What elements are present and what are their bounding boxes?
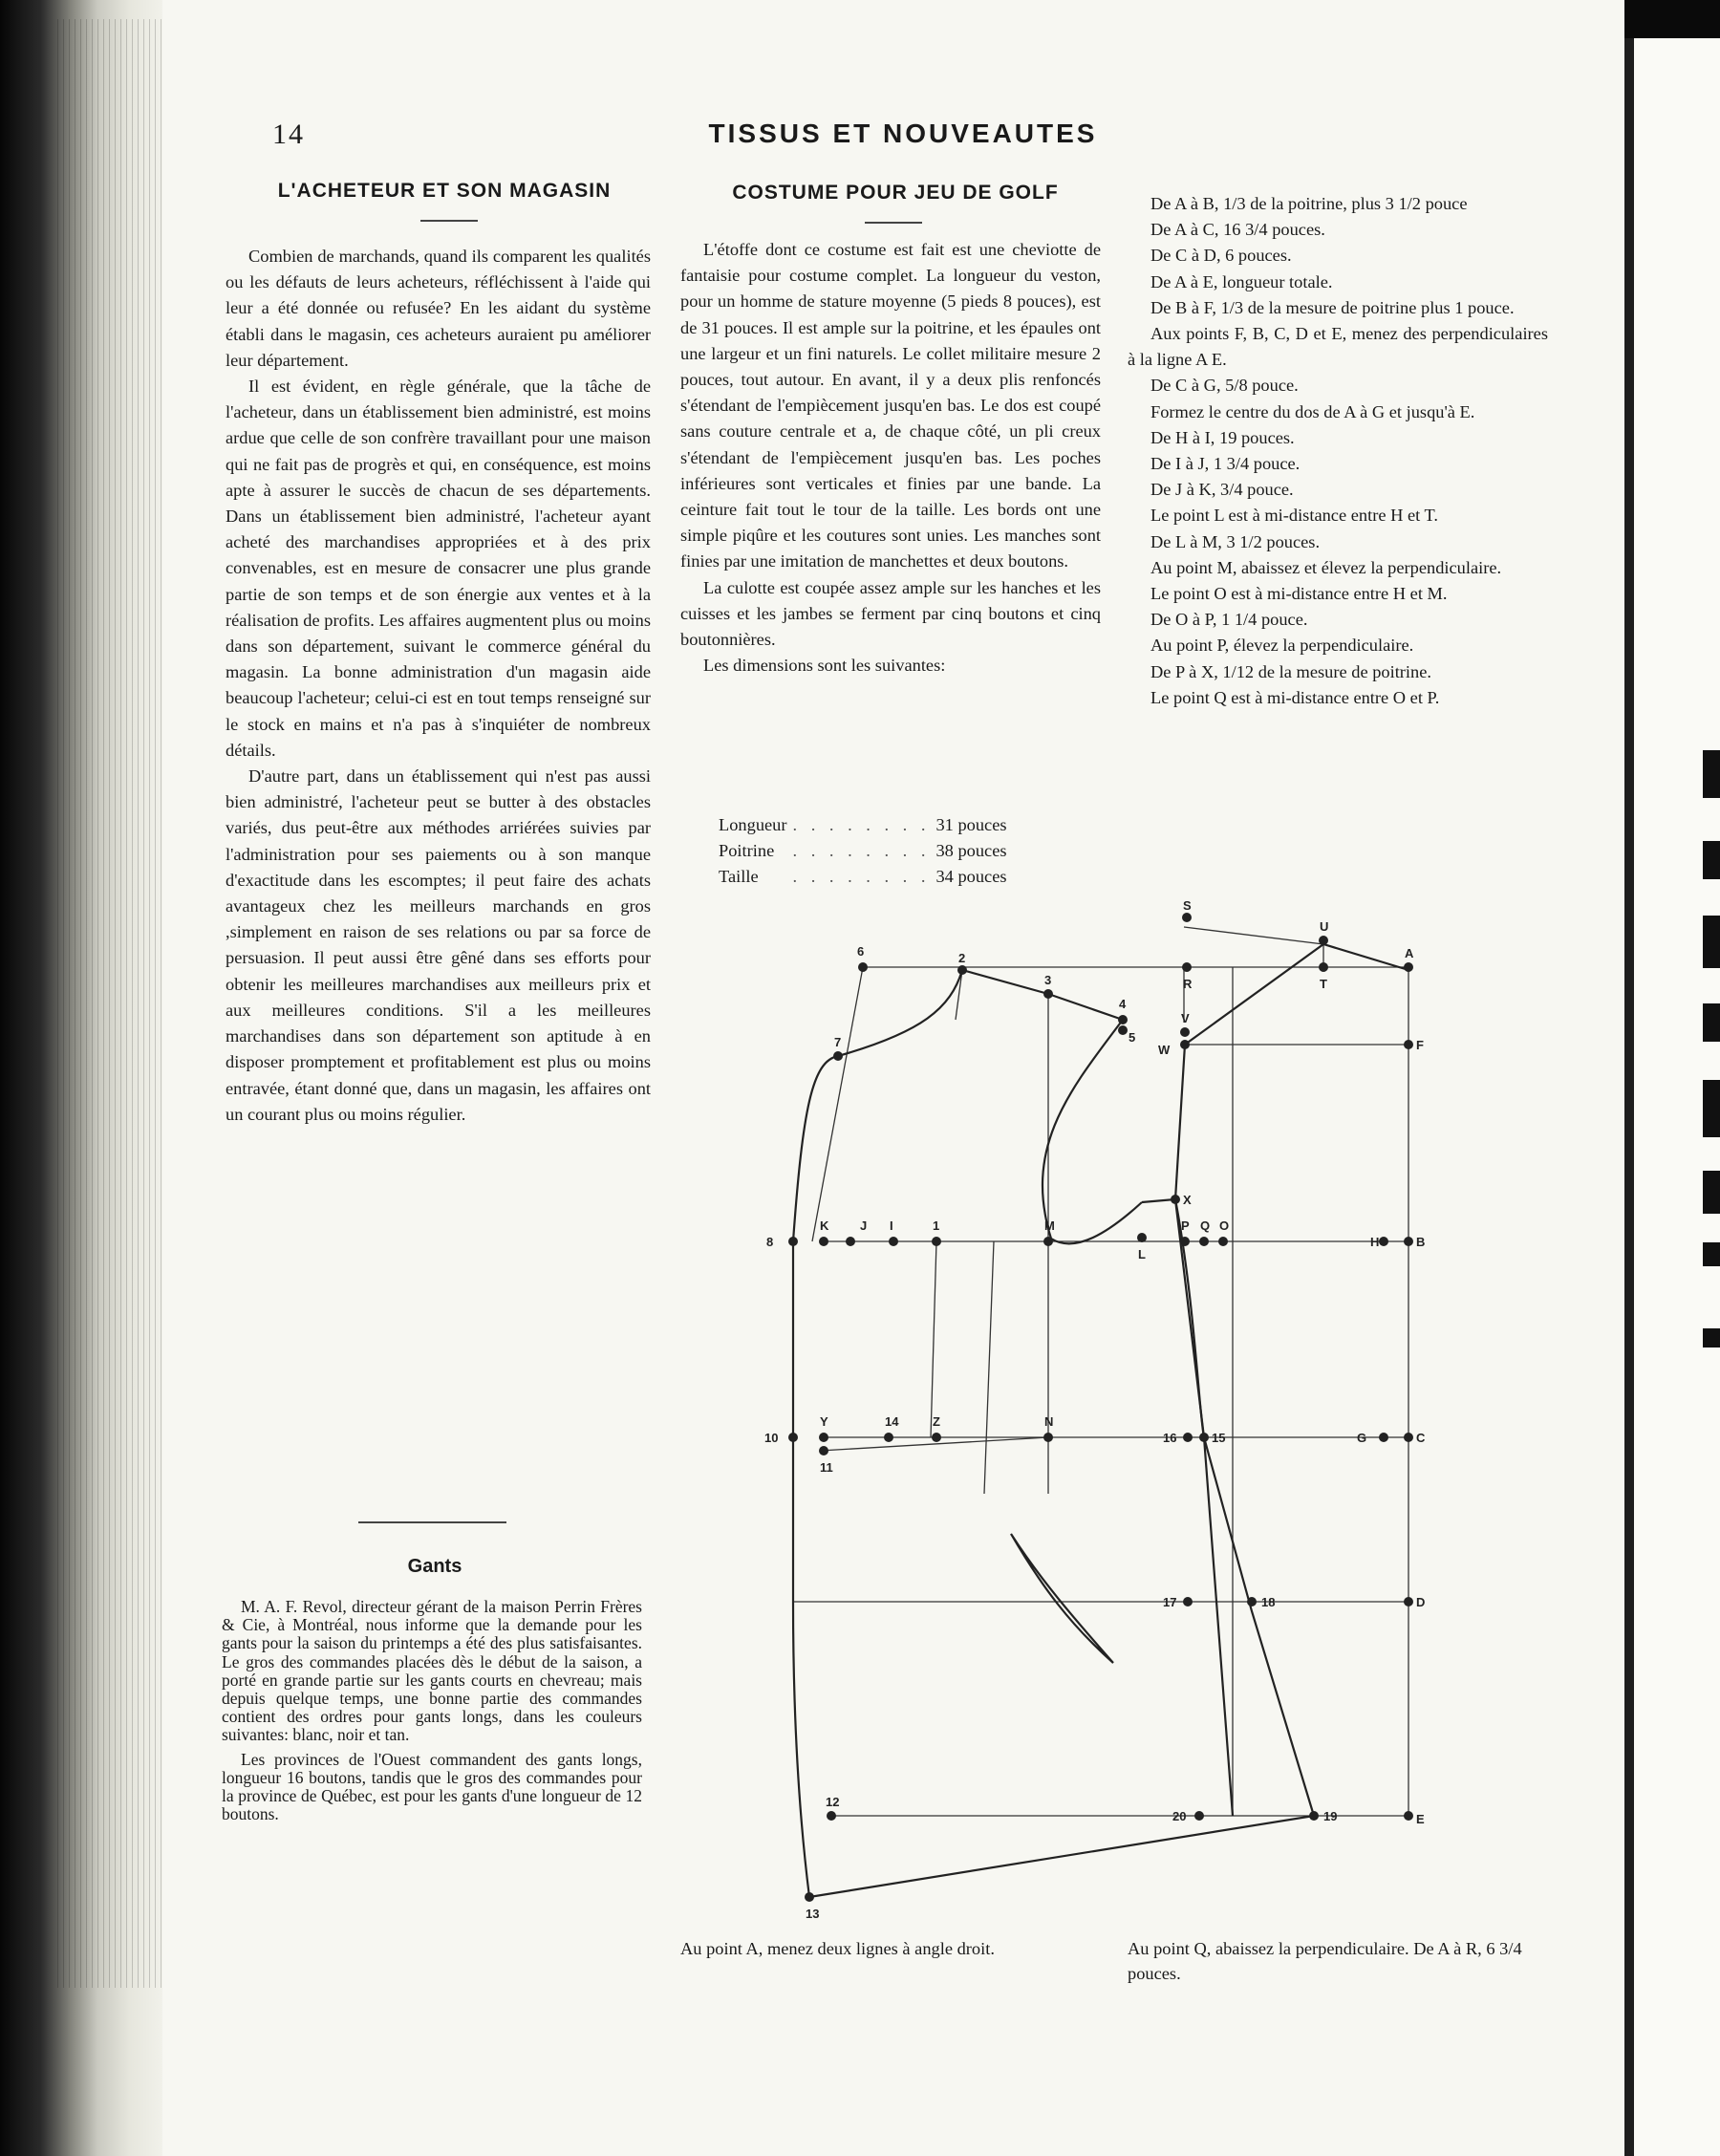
pattern-point-marker [1199,1237,1209,1246]
pattern-point-marker [1199,1433,1209,1442]
pattern-point-label: X [1183,1193,1192,1207]
pattern-point-marker [1404,1597,1413,1606]
pattern-point-marker [932,1237,941,1246]
title-rule [865,222,922,224]
instruction-line: De P à X, 1/12 de la mesure de poitrine. [1150,661,1431,681]
instruction-line: De A à E, longueur totale. [1150,271,1333,291]
pattern-point-label: 14 [885,1414,899,1429]
pattern-point-label: 17 [1163,1595,1177,1609]
article-body-gants [222,1598,642,1829]
pattern-point-marker [846,1237,855,1246]
running-head: TISSUS ET NOUVEAUTES [708,119,1098,148]
table-row [719,864,1013,890]
pattern-point-label: K [820,1218,829,1233]
page-number: 14 [272,119,305,150]
pattern-point-label: A [1405,946,1414,960]
instruction-line: De C à G, 5/8 pouce. [1150,376,1299,396]
pattern-point-label: 13 [806,1907,820,1921]
instruction-line: De A à C, 16 3/4 pouces. [1150,220,1325,240]
pattern-point-marker [827,1811,836,1821]
pattern-point-marker [1043,1433,1053,1442]
article-title-gants: Gants [407,1556,462,1577]
pattern-point-label: J [860,1218,868,1233]
pattern-point-marker [1319,936,1328,945]
dimensions-table [719,812,1013,890]
instruction-line: De O à P, 1 1/4 pouce. [1150,610,1308,630]
dimension-label: Taille [719,867,759,886]
pattern-point-label: O [1219,1218,1230,1233]
background-dark [1624,0,1720,38]
table-row [719,812,1013,838]
pattern-point-marker [957,965,967,975]
pattern-point-marker [1404,1237,1413,1246]
diagram-caption-right: Au point Q, abaissez la perpendiculaire. De A à R, 6 3/4 pouces. [1128,1939,1522,1983]
pattern-point-label: 5 [1129,1030,1136,1045]
pattern-instructions [1128,191,1548,711]
pattern-point-marker [1180,1040,1190,1049]
paragraph: La culotte est coupée assez ample sur les hanches et les cuisses et les jambes se ferment par cinq boutons et cinq boutonnières. [680,577,1101,650]
pattern-point-label: Q [1200,1218,1211,1233]
pattern-point-label: I [890,1218,893,1233]
paragraph: M. A. F. Revol, directeur gérant de la maison Perrin Frères & Cie, à Montréal, nous informe que la demande pour les gants pour la saison du printemps a été des plus satisfaisantes. Le gros des commandes placées dès le début de la saison, a porté en grande partie sur les gants courts en chevreau; mais depuis quelque temps, une bonne partie des commandes contient des ordres pour gants longs, dans les couleurs suivantes: blanc, noir et tan. [222,1597,642,1745]
pattern-point-marker [819,1433,828,1442]
pattern-point-marker [1183,1597,1193,1606]
pattern-point-marker [1379,1237,1388,1246]
pattern-point-marker [819,1446,828,1455]
pattern-point-marker [788,1433,798,1442]
pattern-point-label: T [1320,977,1327,991]
title-rule [420,220,478,222]
instruction-line: De A à B, 1/3 de la poitrine, plus 3 1/2 pouce [1150,194,1468,213]
pattern-point-marker [1183,1433,1193,1442]
pattern-point-marker [932,1433,941,1442]
pattern-point-marker [1118,1015,1128,1024]
pattern-point-label: R [1183,977,1193,991]
pattern-point-marker [1182,913,1192,922]
article-body-acheteur [226,244,651,1128]
pattern-point-label: 11 [820,1460,833,1475]
pattern-point-label: 16 [1163,1431,1177,1445]
pattern-point-label: 6 [857,944,865,959]
instruction-line: Au point P, élevez la perpendiculaire. [1150,636,1414,656]
pattern-point-marker [833,1051,843,1061]
pattern-point-label: 18 [1261,1595,1276,1609]
pattern-point-marker [1404,1040,1413,1049]
paragraph: D'autre part, dans un établissement qui n'est pas aussi bien administré, l'acheteur peut se butter à des obstacles variés, dus peut-être aux méthodes arriérées suivies par l'administration pour ses paiements ou à son manque d'exactitude dans les escomptes; il peut faire des achats avantageux chez les meilleurs marchands en gros ,simplement en raison de ses relations ou par sa force de persuasion. Il peut aussi être gêné dans ses efforts pour obtenir les meilleures marchandises aux meilleurs prix et aux meilleures conditions. S'il a les meilleures marchandises dans son département son aptitude à en disposer promptement et profitablement est plus ou moins entravée, étant donné que, dans un magasin, les affaires ont un courant plus ou moins régulier. [226,766,651,1124]
pattern-point-label: M [1044,1218,1055,1233]
paragraph: Les provinces de l'Ouest commandent des gants longs, longueur 16 boutons, tandis que le gros des commandes pour la province de Québec, est pour les gants d'une longueur de 12 boutons. [222,1749,642,1824]
instruction-line: De J à K, 3/4 pouce. [1150,480,1294,500]
instruction-line: De C à D, 6 pouces. [1150,246,1292,266]
pattern-points [764,898,1426,1921]
dimension-value: 31 pouces [935,815,1007,834]
dimension-label: Poitrine [719,841,775,860]
pattern-point-label: S [1183,898,1192,913]
facing-page-gutter [1624,38,1634,2156]
pattern-point-marker [1180,1237,1190,1246]
pattern-point-marker [1404,962,1413,972]
pattern-point-label: B [1416,1235,1426,1249]
pattern-point-label: 1 [933,1218,940,1233]
page-stack-lines [57,19,162,1988]
pattern-point-marker [1379,1433,1388,1442]
paragraph: Les dimensions sont les suivantes: [703,656,946,676]
pattern-point-label: 7 [834,1035,842,1049]
instruction-line: De L à M, 3 1/2 pouces. [1150,531,1321,551]
pattern-point-label: V [1181,1011,1190,1025]
pattern-point-label: 10 [764,1431,779,1445]
pattern-point-marker [805,1892,814,1902]
construction-lines [793,927,1408,1816]
pattern-point-label: G [1357,1431,1367,1445]
pattern-point-label: F [1416,1038,1424,1052]
pattern-point-label: 19 [1323,1809,1338,1823]
pattern-point-label: 8 [766,1235,774,1249]
pattern-point-marker [1137,1233,1147,1242]
pattern-point-marker [1182,962,1192,972]
pattern-point-marker [884,1433,893,1442]
pattern-point-label: H [1370,1235,1380,1249]
pattern-point-marker [819,1237,828,1246]
dimension-value: 34 pouces [935,867,1007,886]
paragraph: L'étoffe dont ce costume est fait est une cheviotte de fantaisie pour costume complet. La longueur du veston, pour un homme de stature moyenne (5 pieds 8 pouces), est de 31 pouces. Il est ample sur la poitrine, et les épaules ont une largeur et un fini naturels. Le collet militaire mesure 2 pouces, tout autour. En avant, il y a deux plis renfoncés s'étendant de l'empiècement jusqu'en bas. Le dos est coupé sans couture centrale et a, de chaque côté, un pli creux s'étendant de l'empiècement jusqu'en bas. Les poches inférieures sont verticales et finies par une bande. La ceinture fait tout le tour de la taille. Les bords ont une simple piqûre et les coutures sont unies. Les manches sont finies par une imitation de manchettes et deux boutons. [680,240,1101,571]
pattern-point-marker [1171,1195,1180,1204]
instruction-line: Formez le centre du dos de A à G et jusqu'à E. [1150,401,1475,421]
instruction-line: Aux points F, B, C, D et E, menez des perpendiculaires à la ligne A E. [1128,324,1548,370]
article-title-golf: COSTUME POUR JEU DE GOLF [732,182,1059,204]
instruction-line: Le point Q est à mi-distance entre O et P. [1150,687,1440,707]
pattern-point-marker [1319,962,1328,972]
pattern-point-label: L [1138,1247,1146,1261]
pattern-point-label: 3 [1044,973,1052,987]
dimension-value: 38 pouces [935,841,1007,860]
article-body-golf [680,237,1101,679]
paragraph: Combien de marchands, quand ils comparent les qualités ou les défauts de leurs acheteurs, réfléchissent à l'aide qui leur a été donnée ou refusée? En les aidant du système établi dans le magasin, ces acheteurs auraient pu améliorer leur département. [226,247,651,370]
pattern-point-marker [889,1237,898,1246]
pattern-point-label: 12 [826,1795,840,1809]
pattern-point-marker [1043,1237,1053,1246]
pattern-point-label: 15 [1212,1431,1226,1445]
instruction-line: Le point L est à mi-distance entre H et T. [1150,506,1438,526]
pattern-point-marker [1309,1811,1319,1821]
pattern-point-marker [788,1237,798,1246]
instruction-line: De H à I, 19 pouces. [1150,427,1295,447]
pattern-point-label: N [1044,1414,1054,1429]
pattern-point-label: 20 [1172,1809,1187,1823]
leader-dots: . . . . . . . . [792,841,931,860]
pattern-point-label: Z [933,1414,940,1429]
section-divider [358,1521,506,1523]
table-row [719,838,1013,864]
dimension-label: Longueur [719,815,787,834]
pattern-point-label: E [1416,1812,1425,1826]
pattern-point-marker [1118,1025,1128,1035]
pattern-point-marker [1180,1027,1190,1037]
pattern-point-label: 4 [1119,997,1127,1011]
paragraph: Il est évident, en règle générale, que la tâche de l'acheteur, dans un établissement bien administré, est moins ardue que celle de son confrère travaillant pour une maison qui ne fait pas de progrès et qui, en conséquence, est moins apte à assurer le succès de chacun de ses départements. Dans un établissement bien administré, l'acheteur ayant acheté des marchandises appropriées et à des prix convenables, est en mesure de consacrer une plus grande partie de son temps et de son énergie aux ventes et à la réalisation de profits. Les affaires augmentent plus ou moins dans son département, suivant le commerce général du magasin. La bonne administration d'un magasin aide beaucoup l'acheteur; celui-ci est en tout temps renseigné sur le stock en mains et n'a pas à s'inquiéter de nombreux détails. [226,377,651,760]
pattern-point-label: C [1416,1431,1426,1445]
pattern-point-marker [1218,1237,1228,1246]
pattern-point-label: P [1181,1218,1190,1233]
pattern-point-label: D [1416,1595,1426,1609]
instruction-line: Le point O est à mi-distance entre H et M. [1150,584,1448,604]
pattern-point-marker [1247,1597,1257,1606]
pattern-point-label: U [1320,919,1329,934]
pattern-point-marker [1404,1811,1413,1821]
pattern-point-label: Y [820,1414,828,1429]
leader-dots: . . . . . . . . [792,867,931,886]
pattern-point-marker [1404,1433,1413,1442]
diagram-caption-left: Au point A, menez deux lignes à angle droit. [680,1939,995,1958]
instruction-line: De B à F, 1/3 de la mesure de poitrine plus 1 pouce. [1150,297,1515,317]
pattern-point-marker [1194,1811,1204,1821]
pattern-draft-diagram [755,898,1443,1930]
leader-dots: . . . . . . . . [792,815,931,834]
pattern-point-marker [858,962,868,972]
pattern-point-marker [1043,989,1053,999]
pattern-point-label: W [1158,1043,1171,1057]
article-title-acheteur: L'ACHETEUR ET SON MAGASIN [277,180,612,202]
pattern-point-label: 2 [958,951,966,965]
instruction-line: Au point M, abaissez et élevez la perpendiculaire. [1150,557,1502,577]
instruction-line: De I à J, 1 3/4 pouce. [1150,454,1301,474]
